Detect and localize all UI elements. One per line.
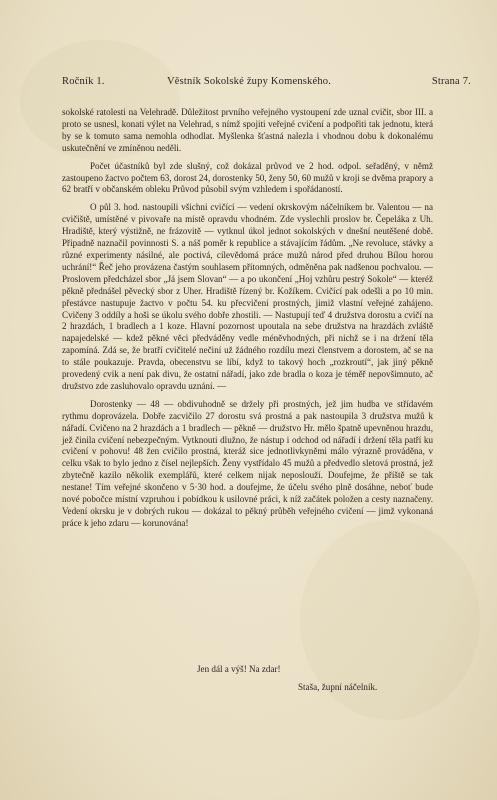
page-number: Strana 7. [431,76,471,87]
page-header [62,76,471,90]
paragraph-4: Dorostenky — 48 — obdivuhodně se držely při prostných, jež jim hudba ve střídavém rythmu doprovázela. Dobře zacvičilo 27 dorostu svá prostná a pak nastoupila 3 družstva mužů k nářadí. Cvičeno na 2 hrazdách a 1 bradlech — pěkně — družstvo Hr. mělo špatně upevněnou hrazdu, jež činila cvičení nebezpečným. Vytknouti dlužno, že nástup i odchod od nářadí i držení těla patří ku cvičení v pohovu! 48 žen cvičilo prostná, kteráž sice jednotlivkyněmi málo výrazně prováděna, v celku však to bylo jedno z čísel nejlepších. Ženy vystřídalo 45 mužů a předvedlo sletová prostná, jež zbytečně kazilo několik exemplářů, které celkem nijak neposlouží. Doufejme, že příště se tak nestane! Tím veřejné skončeno v 5·30 hod. a doufejme, že účelu svého plně dosáhne, neboť bude nové pobočce místní vzpruhou i pobídkou k usilovné práci, k níž začátek položen a cesty naznačeny. Vedení okrsku je v dobrých rukou — dokázal to pěkný průběh veřejného cvičení — jimž vykonaná práce k jeho zdaru — korunována! [62,398,433,528]
publication-title: Věstník Sokolské župy Komenského. [167,76,332,87]
paragraph-1: sokolské ratolesti na Velehradě. Důležitost prvního veřejného vystoupení zde uznal cvičit, sbor III. a proto se usnesl, konati výlet na Velehrad, s nímž spojiti veřejné cvičení a podpořiti tak jednotu, která by se k tomuto sama nemohla odhodlat. Myšlenka šťastná nalezla i vhodnou dobu k dokonalému uskutečnění ve zmíněnou neděli. [62,107,433,153]
paragraph-2: Počet účastníků byl zde slušný, což dokázal průvod ve 2 hod. odpol. seřaděný, v němž zastoupeno žactvo počtem 63, dorost 24, dorostenky 50, ženy 50, 60 mužů v kroji se dvěma prapory a 62 bratří v občanském obleku Průvod působil svým vzhledem i spořádaností. [62,160,433,195]
article-body [62,107,433,536]
paragraph-3: O půl 3. hod. nastoupili všichni cvičící — vedení okrskovým náčelníkem br. Valentou — na cvičiště, umístěné v pivovaře na místě opravdu vhodném. Zde vyslechli proslov br. Čepeláka z Uh. Hradiště, který výstižně, ne frázovitě — vytknul úkol jednot sokolských v dnešní neutěšené době. Připadně naznačil povinnosti S. a náš poměr k republice a stávajícím řádům. „Ne revoluce, stávky a různé experimenty násilné, ale poctivá, cílevědomá práce mužů národ před druhou Bílou horou uchrání!“ Řeč jeho provázena častým souhlasem přítomných, odměněna pak nadšenou pochvalou. — Proslovem předcházel sbor „Já jsem Slovan“ — a po ukončení „Hoj vzhůru pestrý Sokole“ — kteréž pěkně přednášel pěvecký sbor z Uher. Hradiště řízený br. Kožíkem. Cvičící pak odešli a po 10 min. přestávce nastupuje žactvo v počtu 54. ku přecvičení prostných, jimiž vlastní veřejné zahájeno. Cvičeny 3 oddíly a hoši se úkolu svého dobře zhostili. — Nastupují teď 4 družstva dorostu a cvičí na 2 hrazdách, 1 bradlech a 1 koze. Hlavní pozornost upoutala na sebe družstva na hrazdách zvláště napajedelské — kdež pěkné věci předváděny vedle méněvhodných, při nichž se i na držení těla zapomíná. Zdá se, že bratří cvičitelé nečiní už žádného rozdílu mezi členstvem a dorostem, ač se na to stále poukazuje. Pravda, obecenstvu se líbí, když to takový hoch „rozkroutí“, jak jiný pěkně provedený cvik a není pak divu, že ostatní nářadí, jako zde bradla o koza je téměř nepovšimnuto, ač družstvo zde zasluhovalo opravdu uznání. — [62,202,433,391]
signature-line: Staša, župní náčelník. [298,682,378,692]
volume-label: Ročník 1. [62,76,105,87]
closing-line: Jen dál a výš! Na zdar! [197,664,281,674]
